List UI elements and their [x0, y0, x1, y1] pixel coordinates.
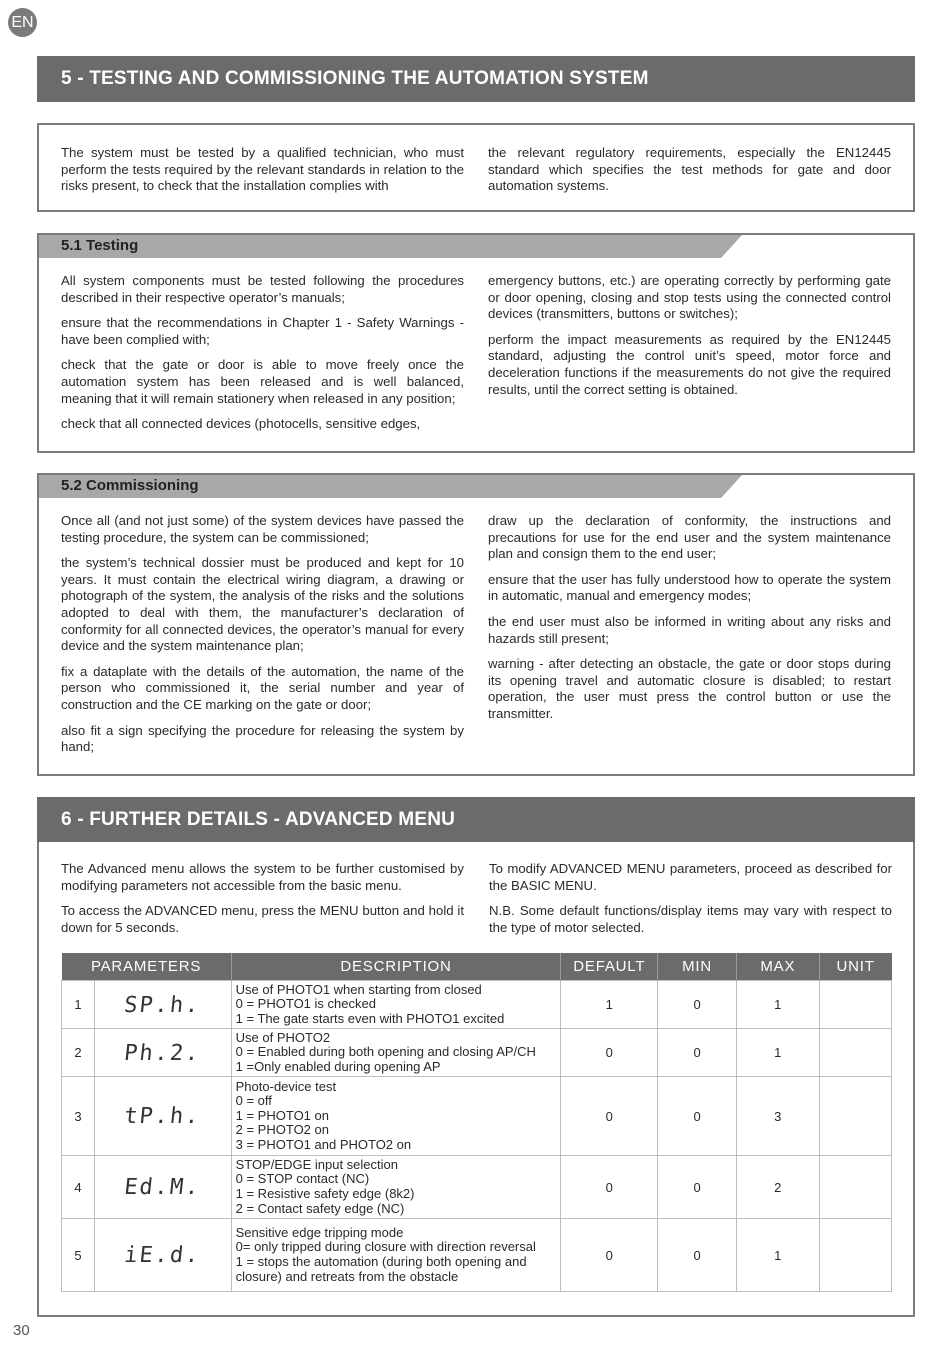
paragraph: check that all connected devices (photocells, sensitive edges, — [61, 416, 421, 432]
display-code: iE.d. — [91, 1219, 235, 1292]
paragraph: draw up the declaration of conformity, the instructions and precautions for use for the end user and the system maintenance plan and consign them to the end user; — [488, 513, 891, 562]
commissioning-subheading — [39, 475, 739, 497]
paragraph: the system’s technical dossier must be produced and kept for 10 years. It must contain the electrical wiring diagram, a drawing or photograph of the system, the analysis of the risks and the solutions adopted to deal with them, the manufacturer’s declaration of conformity for all connected devices, the operator’s manual for every device and the system maintenance plan; — [61, 555, 464, 654]
section-6-right-column — [489, 861, 892, 945]
testing-left-column — [61, 273, 464, 442]
min-value: 0 — [658, 1156, 737, 1219]
table-row — [62, 1156, 892, 1219]
paragraph: To access the ADVANCED menu, press the MENU button and hold it down for 5 seconds. — [61, 903, 464, 935]
default-value: 0 — [561, 1029, 658, 1077]
table-row — [62, 981, 892, 1029]
table-row — [62, 1029, 892, 1077]
row-number: 3 — [62, 1077, 95, 1156]
section-6-title: 6 - FURTHER DETAILS - ADVANCED MENU — [37, 797, 915, 842]
unit-value — [819, 981, 891, 1029]
paragraph: fix a dataplate with the details of the automation, the name of the person who commissioned it, the serial number and year of construction and the CE marking on the gate or door; — [61, 663, 464, 712]
default-value: 1 — [561, 981, 658, 1029]
row-description: Use of PHOTO2 0 = Enabled during both opening and closing AP/CH 1 =Only enabled during opening AP — [231, 1029, 561, 1077]
commissioning-right-column — [488, 513, 891, 765]
default-value: 0 — [561, 1156, 658, 1219]
advanced-parameters-table — [61, 953, 892, 1292]
header-default: DEFAULT — [561, 953, 658, 981]
display-code: Ph.2. — [92, 1029, 234, 1077]
paragraph: ensure that the recommendations in Chapter 1 - Safety Warnings - have been complied with; — [61, 315, 464, 347]
paragraph: The Advanced menu allows the system to be further customised by modifying parameters not accessible from the basic menu. — [61, 861, 464, 893]
table-row — [62, 1219, 892, 1292]
table-row — [62, 1077, 892, 1156]
display-code: Ed.M. — [91, 1156, 234, 1219]
page-number: 30 — [13, 1322, 30, 1339]
row-description: Sensitive edge tripping mode 0= only tripped during closure with direction reversal 1 = stops the automation (during both opening and closure) and retreats from the obstacle — [231, 1219, 561, 1292]
paragraph: emergency buttons, etc.) are operating correctly by performing gate or door opening, closing and stop tests using the connected control devices (transmitters, buttons or switches); — [488, 273, 891, 322]
section-5-intro-box — [37, 123, 915, 212]
display-code: SP.h. — [92, 981, 234, 1029]
header-parameters: PARAMETERS — [62, 953, 232, 981]
table-header-row — [62, 953, 892, 981]
paragraph: N.B. Some default functions/display items may vary with respect to the type of motor selected. — [489, 903, 892, 935]
min-value: 0 — [658, 981, 737, 1029]
row-number: 4 — [62, 1156, 95, 1219]
section-5-title: 5 - TESTING AND COMMISSIONING THE AUTOMATION SYSTEM — [37, 56, 915, 102]
paragraph: Once all (and not just some) of the system devices have passed the testing procedure, the system can be commissioned; — [61, 513, 464, 545]
display-code: tP.h. — [90, 1077, 235, 1156]
max-value: 1 — [736, 1219, 819, 1292]
default-value: 0 — [561, 1219, 658, 1292]
language-badge: EN — [8, 8, 37, 37]
min-value: 0 — [658, 1029, 737, 1077]
header-description: DESCRIPTION — [231, 953, 561, 981]
commissioning-title: 5.2 Commissioning — [61, 477, 199, 494]
commissioning-box — [37, 473, 915, 776]
header-unit: UNIT — [819, 953, 891, 981]
unit-value — [819, 1077, 891, 1156]
row-description: Use of PHOTO1 when starting from closed 0 = PHOTO1 is checked 1 = The gate starts even with PHOTO1 excited — [231, 981, 561, 1029]
paragraph: check that the gate or door is able to move freely once the automation system has been released and is well balanced, meaning that it will remain stationery when released in any position; — [61, 357, 464, 406]
unit-value — [819, 1156, 891, 1219]
min-value: 0 — [658, 1077, 737, 1156]
testing-title: 5.1 Testing — [61, 237, 139, 254]
row-number: 2 — [62, 1029, 95, 1077]
testing-right-column — [488, 273, 891, 442]
max-value: 1 — [736, 981, 819, 1029]
min-value: 0 — [658, 1219, 737, 1292]
max-value: 2 — [736, 1156, 819, 1219]
intro-right-text: the relevant regulatory requirements, especially the EN12445 standard which specifies the test methods for gate and door automation systems. — [488, 145, 891, 194]
paragraph: warning - after detecting an obstacle, the gate or door stops during its opening travel and automatic closure is disabled; to restart operation, the user must press the control button or use the transmitter. — [488, 656, 891, 721]
intro-left-text: The system must be tested by a qualified technician, who must perform the tests required by the relevant standards in relation to the risks present, to check that the installation complies with — [61, 145, 464, 194]
paragraph: also fit a sign specifying the procedure for releasing the system by hand; — [61, 722, 464, 755]
testing-subheading — [39, 235, 739, 257]
section-6-left-column — [61, 861, 464, 945]
max-value: 1 — [736, 1029, 819, 1077]
header-max: MAX — [736, 953, 819, 981]
max-value: 3 — [736, 1077, 819, 1156]
row-number: 1 — [62, 981, 95, 1029]
row-description: Photo-device test 0 = off 1 = PHOTO1 on 2 = PHOTO2 on 3 = PHOTO1 and PHOTO2 on — [231, 1077, 561, 1156]
unit-value — [819, 1219, 891, 1292]
row-number: 5 — [62, 1219, 95, 1292]
paragraph: ensure that the user has fully understood how to operate the system in automatic, manual and emergency modes; — [488, 571, 891, 604]
paragraph: the end user must also be informed in writing about any risks and hazards still present; — [488, 613, 891, 646]
testing-box — [37, 233, 915, 453]
unit-value — [819, 1029, 891, 1077]
commissioning-left-column — [61, 513, 464, 765]
header-min: MIN — [658, 953, 737, 981]
paragraph: All system components must be tested following the procedures described in their respective operator’s manuals; — [61, 273, 464, 305]
paragraph: To modify ADVANCED MENU parameters, proceed as described for the BASIC MENU. — [489, 861, 892, 893]
row-description: STOP/EDGE input selection 0 = STOP contact (NC) 1 = Resistive safety edge (8k2) 2 = Contact safety edge (NC) — [231, 1156, 561, 1219]
paragraph: perform the impact measurements as required by the EN12445 standard, adjusting the control unit’s speed, motor force and deceleration functions if the measurements do not give the required results, until the correct setting is obtained. — [488, 331, 891, 397]
default-value: 0 — [561, 1077, 658, 1156]
